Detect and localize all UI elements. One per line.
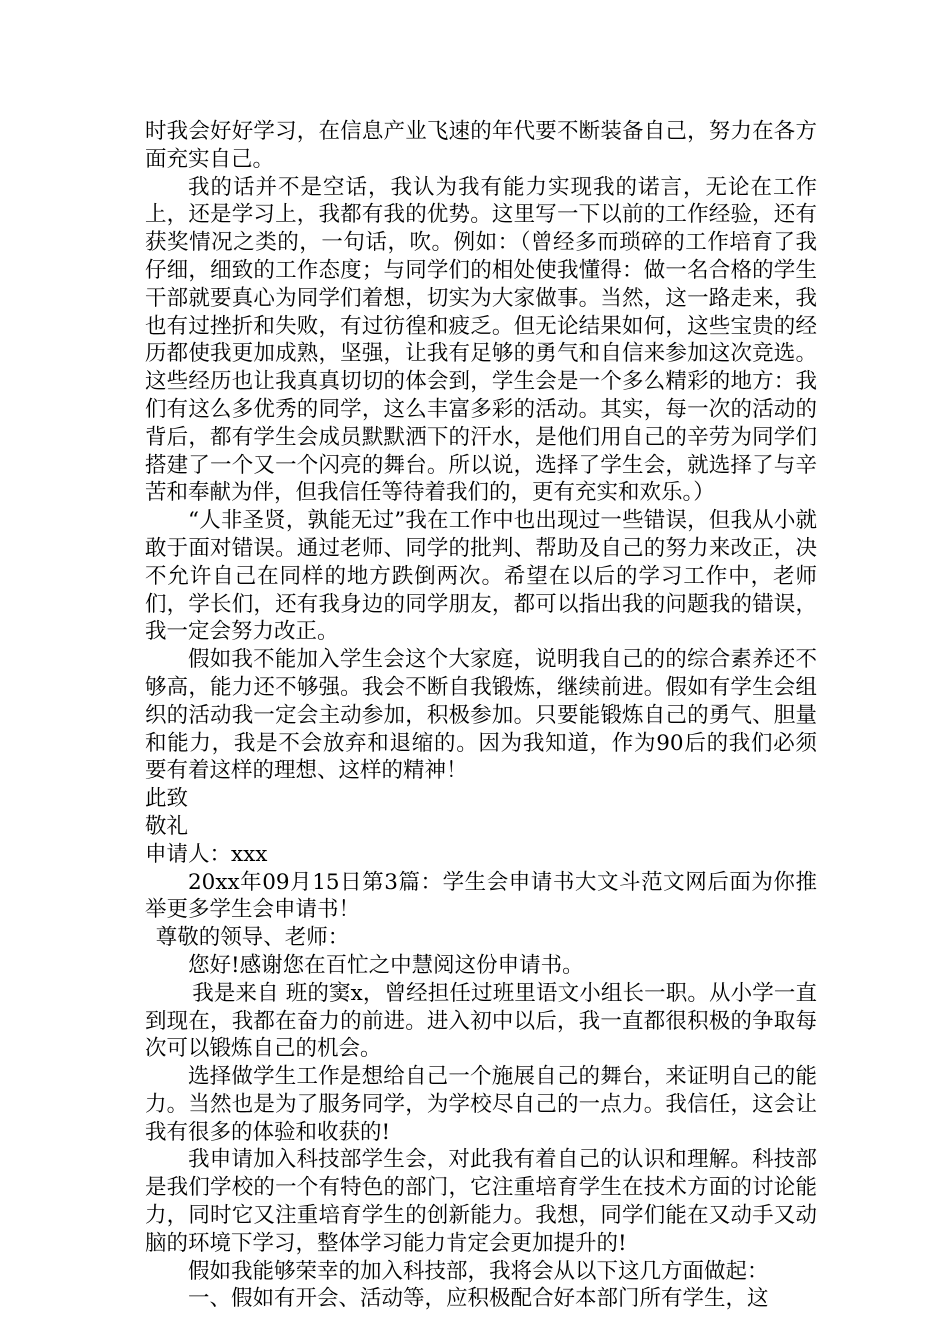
paragraph: 选择做学生工作是想给自己一个施展自己的舞台，来证明自己的能力。当然也是为了服务同学，为学校尽自己的一点力。我信任，这会让我有很多的体验和收获的! [145, 1064, 817, 1145]
paragraph: 假如我能够荣幸的加入科技部，我将会从以下这几方面做起： [188, 1258, 769, 1284]
paragraph: 您好!感谢您在百忙之中慧阅这份申请书。 [188, 952, 584, 978]
paragraph: 我是来自 班的窦x，曾经担任过班里语文小组长一职。从小学一直到现在，我都在奋力的前进。进入初中以后，我一直都很积极的争取每次可以锻炼自己的机会。 [145, 980, 817, 1062]
paragraph: 我的话并不是空话，我认为我有能力实现我的诺言，无论在工作上，还是学习上，我都有我的优势。这里写一下以前的工作经验，还有获奖情况之类的，一句话，吹。例如：（曾经多而琐碎的工作培育了我仔细，细致的工作态度；与同学们的相处使我懂得：做一名合格的学生干部就要真心为同学们着想，切实为大家做事。当然，这一路走来，我也有过挫折和失败，有过彷徨和疲乏。但无论结果如何，这些宝贵的经历都使我更加成熟，坚强，让我有足够的勇气和自信来参加这次竞选。这些经历也让我真真切切的体会到，学生会是一个多么精彩的地方：我们有这么多优秀的同学，这么丰富多彩的活动。其实，每一次的活动的背后，都有学生会成员默默洒下的汗水，是他们用自己的辛劳为同学们搭建了一个又一个闪亮的舞台。所以说，选择了学生会，就选择了与辛苦和奉献为伴，但我信任等待着我们的，更有充实和欢乐。） [145, 174, 817, 506]
date-and-title-line: 20xx年09月15日第3篇：学生会申请书大文斗范文网后面为你推举更多学生会申请书！ [145, 869, 817, 923]
closing-line: 此致 [145, 786, 189, 812]
paragraph: 假如我不能加入学生会这个大家庭，说明我自己的的综合素养还不够高，能力还不够强。我会不断自我锻炼，继续前进。假如有学生会组织的活动我一定会主动参加，积极参加。只要能锻炼自己的勇气、胆量和能力，我是不会放弃和退缩的。因为我知道，作为90后的我们必须要有着这样的理想、这样的精神！ [145, 647, 817, 784]
paragraph: 一、假如有开会、活动等，应积极配合好本部门所有学生，这 [188, 1286, 769, 1312]
paragraph: 时我会好好学习，在信息产业飞速的年代要不断装备自己，努力在各方面充实自己。 [145, 119, 817, 172]
paragraph: “人非圣贤，孰能无过”我在工作中也出现过一些错误，但我从小就敢于面对错误。通过老师、同学的批判、帮助及自己的努力来改正，决不允许自己在同样的地方跌倒两次。希望在以后的学习工作中，老师们，学长们，还有我身边的同学朋友，都可以指出我的问题我的错误，我一定会努力改正。 [145, 508, 817, 645]
paragraph: 我申请加入科技部学生会，对此我有着自己的认识和理解。科技部是我们学校的一个有特色的部门，它注重培育学生在技术方面的讨论能力，同时它又注重培育学生的创新能力。我想，同学们能在又动手又动脑的环境下学习，整体学习能力肯定会更加提升的! [145, 1147, 817, 1256]
salutation: 尊敬的领导、老师： [155, 925, 350, 951]
applicant-line: 申请人：xxx [145, 841, 268, 867]
closing-line: 敬礼 [145, 813, 189, 839]
document-body [145, 118, 817, 1313]
